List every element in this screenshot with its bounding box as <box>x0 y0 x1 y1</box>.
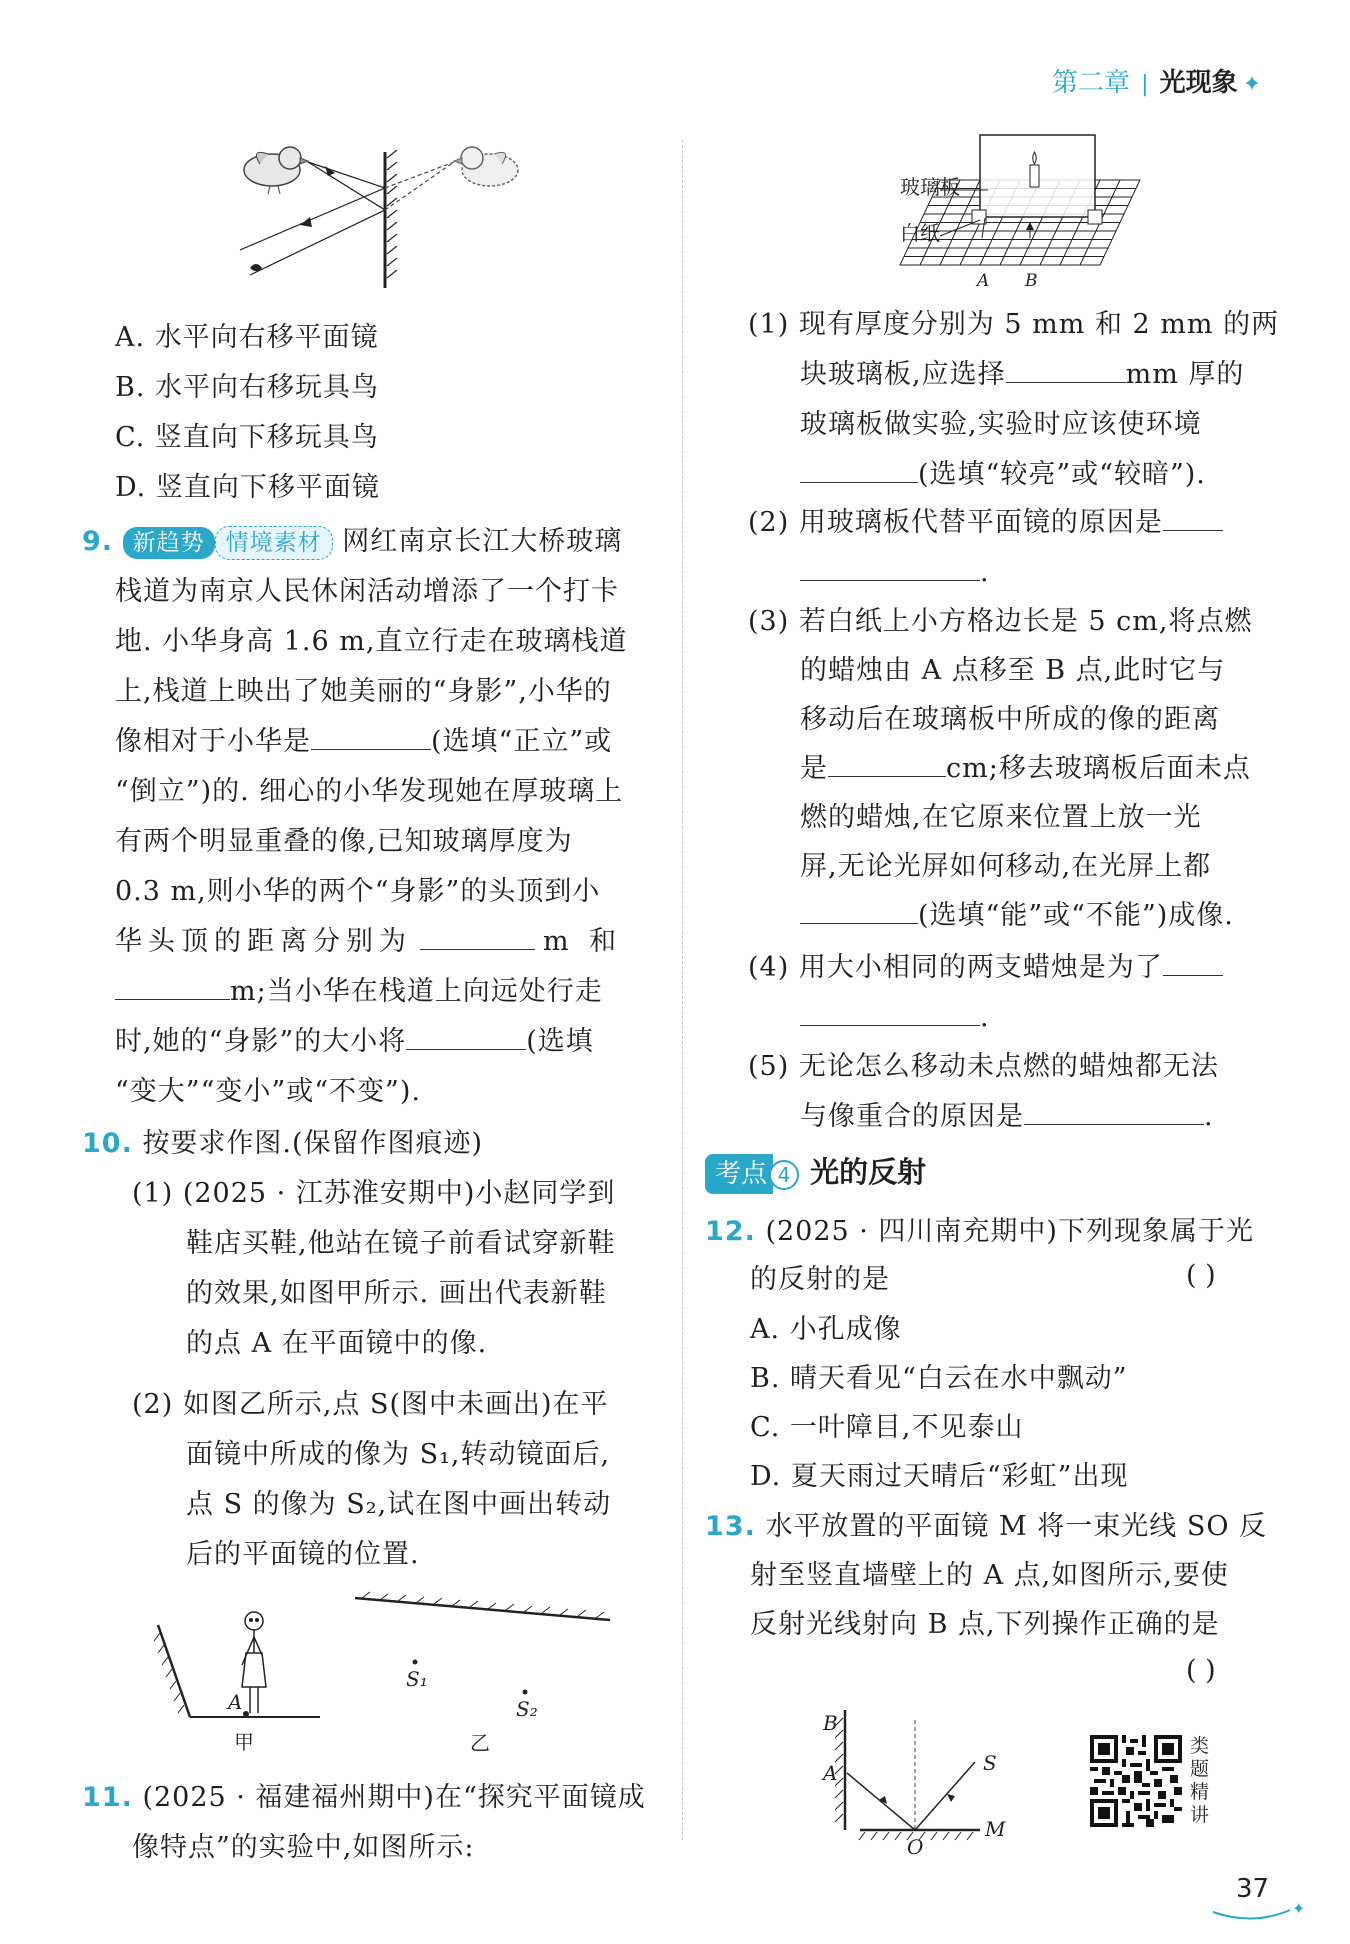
qr-caption-char: 讲 <box>1190 1804 1210 1826</box>
fig-label-m: M <box>985 1817 1006 1841</box>
q8-option-b: B. 水平向右移玩具鸟 <box>115 372 380 403</box>
point-a-label: A <box>977 271 990 290</box>
q10-stem <box>82 1124 483 1164</box>
q9-line-text: m;当小华在栈道上向远处行走 <box>230 976 603 1007</box>
sparkle-icon: ✦ <box>1242 72 1262 97</box>
q8-option-c: C. 竖直向下移玩具鸟 <box>115 422 379 453</box>
q11-part3-line-with-blank <box>800 896 1234 936</box>
q10-sub2-line: (2) 如图乙所示,点 S(图中未画出)在平 <box>132 1389 609 1420</box>
section-heading <box>705 1150 926 1194</box>
chapter-title: 光现象 <box>1159 68 1238 98</box>
q10-sub1-line: 的效果,如图甲所示. 画出代表新鞋 <box>186 1278 607 1309</box>
q12-answer-paren[interactable]: ( ) <box>1186 1260 1216 1291</box>
q9-line-with-blank <box>115 922 622 962</box>
q8-option-d: D. 竖直向下移平面镜 <box>115 472 380 503</box>
toy-bird-icon <box>244 147 308 194</box>
header-divider: | <box>1141 72 1149 97</box>
q11-text: (4) 用大小相同的两支蜡烛是为了 <box>748 952 1163 983</box>
section-number: 4 <box>769 1160 799 1190</box>
q12-stem-text: (2025 · 四川南充期中)下列现象属于光 <box>765 1216 1254 1247</box>
q11-number: 11. <box>82 1782 133 1813</box>
s2-point <box>523 1690 528 1695</box>
q11-part1-line: (1) 现有厚度分别为 5 mm 和 2 mm 的两 <box>748 309 1280 340</box>
q13-stem <box>705 1507 1267 1547</box>
q9-line-text: m 和 <box>543 926 623 957</box>
answer-blank[interactable] <box>1163 949 1223 976</box>
q10-sub2-line: 点 S 的像为 S₂,试在图中画出转动 <box>186 1489 612 1520</box>
qr-caption-char: 精 <box>1190 1781 1210 1803</box>
q10-number: 10. <box>82 1128 133 1159</box>
fig-label-s: S <box>983 1751 997 1775</box>
q11-part4-line-with-blank <box>748 948 1223 988</box>
q11-text: (选填“较亮”或“较暗”). <box>918 459 1206 490</box>
q9-line: 栈道为南京人民休闲活动增添了一个打卡 <box>115 576 619 607</box>
q11-part3-line-with-blank <box>800 749 1251 789</box>
q11-part2-line-with-blank <box>748 503 1223 543</box>
q9-line: “变大”“变小”或“不变”). <box>115 1076 421 1107</box>
q11-stem-text: (2025 · 福建福州期中)在“探究平面镜成 <box>142 1782 646 1813</box>
q9-number: 9. <box>82 526 114 557</box>
q9-line-with-blank <box>115 722 612 762</box>
q9-line: 有两个明显重叠的像,已知玻璃厚度为 <box>115 826 573 857</box>
q12-number: 12. <box>705 1216 756 1247</box>
q13-answer-paren[interactable]: ( ) <box>1186 1655 1216 1686</box>
figure-yi <box>350 1590 620 1760</box>
figure-jia <box>150 1605 330 1755</box>
answer-blank[interactable] <box>828 750 946 777</box>
q11-text: . <box>980 557 990 588</box>
q9-line: 地. 小华身高 1.6 m,直立行走在玻璃栈道 <box>115 626 628 657</box>
q9-line: 0.3 m,则小华的两个“身影”的头顶到小 <box>115 876 601 907</box>
fig-yi-label-s1: S₁ <box>406 1667 428 1691</box>
q11-text: 与像重合的原因是 <box>800 1101 1024 1132</box>
qr-caption-char: 题 <box>1190 1758 1210 1780</box>
q9-line-text: 华头顶的距离分别为 <box>115 926 412 957</box>
q10-sub1-line: 鞋店买鞋,他站在镜子前看试穿新鞋 <box>186 1228 616 1259</box>
q11-text: cm;移去玻璃板后面未点 <box>946 753 1251 784</box>
bird-mirror-figure <box>220 140 550 290</box>
section-title: 光的反射 <box>810 1155 927 1189</box>
fig-label-o: O <box>907 1835 924 1859</box>
q11-part5-line: (5) 无论怎么移动未点燃的蜡烛都无法 <box>748 1051 1219 1082</box>
answer-blank[interactable] <box>800 897 918 924</box>
q11-part3-line: 屏,无论光屏如何移动,在光屏上都 <box>800 851 1212 882</box>
q11-text: 是 <box>800 753 828 784</box>
fig-label-a: A <box>823 1761 838 1785</box>
q11-text: mm 厚的 <box>1125 359 1245 390</box>
page-header <box>1052 62 1261 99</box>
answer-blank[interactable] <box>420 923 535 950</box>
answer-blank[interactable] <box>1163 504 1223 531</box>
q12-stem <box>705 1212 1254 1252</box>
qr-code-icon[interactable] <box>1090 1735 1182 1827</box>
q10-sub1-line: 的点 A 在平面镜中的像. <box>186 1328 488 1359</box>
q11-text: . <box>980 1002 990 1033</box>
q11-part3-line: (3) 若白纸上小方格边长是 5 cm,将点燃 <box>748 606 1253 637</box>
column-divider <box>682 140 683 1840</box>
q10-sub2-line: 面镜中所成的像为 S₁,转动镜面后, <box>186 1439 611 1470</box>
answer-blank[interactable] <box>406 1023 526 1050</box>
q11-text: 块玻璃板,应选择 <box>800 359 1006 390</box>
svg-text:✦: ✦ <box>1292 1899 1306 1918</box>
q11-part4-line-with-blank <box>800 998 990 1038</box>
mirror-reflection-figure <box>815 1700 1015 1860</box>
answer-blank[interactable] <box>115 973 230 1000</box>
q12-option-c: C. 一叶障目,不见泰山 <box>750 1412 1024 1443</box>
q11-text: . <box>1204 1101 1214 1132</box>
fig-label-b: B <box>823 1711 838 1735</box>
q11-part1-line-with-blank <box>800 355 1244 395</box>
q12-option-d: D. 夏天雨过天晴后“彩虹”出现 <box>750 1461 1129 1492</box>
page-number: 37 <box>1236 1874 1270 1904</box>
q11-part2-line-with-blank <box>800 553 990 593</box>
point-b-label: B <box>1025 271 1038 290</box>
q9-tag-trend: 新趋势 <box>123 527 215 559</box>
q13-stem-text: 水平放置的平面镜 M 将一束光线 SO 反 <box>765 1511 1268 1542</box>
q9-line-with-blank <box>115 1022 594 1062</box>
q11-part1-line-with-blank <box>800 455 1206 495</box>
q9-tag-context: 情境素材 <box>215 526 333 560</box>
q10-sub2-line: 后的平面镜的位置. <box>186 1539 420 1570</box>
q11-part3-line: 燃的蜡烛,在它原来位置上放一光 <box>800 802 1202 833</box>
q9-line: 上,栈道上映出了她美丽的“身影”,小华的 <box>115 676 612 707</box>
answer-blank[interactable] <box>800 999 980 1026</box>
section-tag: 考点 <box>705 1154 773 1194</box>
qr-caption-char: 类 <box>1190 1735 1210 1757</box>
q9-first-line <box>82 522 622 562</box>
answer-blank[interactable] <box>1024 1098 1204 1125</box>
q13-number: 13. <box>705 1511 756 1542</box>
q11-part5-line-with-blank <box>800 1097 1214 1137</box>
point-a-dot <box>243 1711 249 1717</box>
glass-plate-figure <box>880 130 1150 290</box>
fig-jia-caption: 甲 <box>234 1730 254 1754</box>
page-number-area <box>1208 1874 1308 1924</box>
bird-image-icon <box>454 147 518 186</box>
q11-text: (2) 用玻璃板代替平面镜的原因是 <box>748 507 1163 538</box>
q10-sub1-line: (1) (2025 · 江苏淮安期中)小赵同学到 <box>132 1178 616 1209</box>
q11-part1-line: 玻璃板做实验,实验时应该使环境 <box>800 409 1202 440</box>
q12-option-b: B. 晴天看见“白云在水中飘动” <box>750 1363 1128 1394</box>
answer-blank[interactable] <box>800 554 980 581</box>
q8-option-a: A. 水平向右移平面镜 <box>115 322 379 353</box>
q10-stem-text: 按要求作图.(保留作图痕迹) <box>142 1128 484 1159</box>
q11-stem <box>82 1778 646 1818</box>
q9-line-with-blank <box>115 972 603 1012</box>
answer-blank[interactable] <box>311 723 431 750</box>
q11-part3-line: 移动后在玻璃板中所成的像的距离 <box>800 704 1220 735</box>
q9-line: “倒立”)的. 细心的小华发现她在厚玻璃上 <box>115 776 624 807</box>
person-icon <box>242 1612 266 1713</box>
fig-yi-label-s2: S₂ <box>516 1697 538 1721</box>
q9-line: 网红南京长江大桥玻璃 <box>342 526 623 557</box>
q9-line-text: (选填“正立”或 <box>431 726 613 757</box>
q13-stem-line: 反射光线射向 B 点,下列操作正确的是 <box>750 1609 1220 1640</box>
chapter-label: 第二章 <box>1052 68 1131 98</box>
s1-point <box>413 1660 418 1665</box>
q9-line-text: 像相对于小华是 <box>115 726 311 757</box>
glass-plate-label: 玻璃板 <box>900 175 960 199</box>
q9-line-text: (选填 <box>526 1026 594 1057</box>
white-paper-label: 白纸 <box>900 221 940 245</box>
q11-text: (选填“能”或“不能”)成像. <box>918 900 1234 931</box>
q12-stem-line: 的反射的是 <box>750 1264 890 1295</box>
q11-stem-line: 像特点”的实验中,如图所示: <box>132 1832 475 1863</box>
fig-jia-label-a: A <box>228 1690 243 1714</box>
q11-part3-line: 的蜡烛由 A 点移至 B 点,此时它与 <box>800 655 1226 686</box>
answer-blank[interactable] <box>800 456 918 483</box>
q12-option-a: A. 小孔成像 <box>750 1314 902 1345</box>
qr-caption <box>1190 1735 1214 1827</box>
q9-line-text: 时,她的“身影”的大小将 <box>115 1026 407 1057</box>
answer-blank[interactable] <box>1006 356 1126 383</box>
fig-yi-caption: 乙 <box>470 1731 490 1755</box>
q13-stem-line: 射至竖直墙壁上的 A 点,如图所示,要使 <box>750 1560 1229 1591</box>
